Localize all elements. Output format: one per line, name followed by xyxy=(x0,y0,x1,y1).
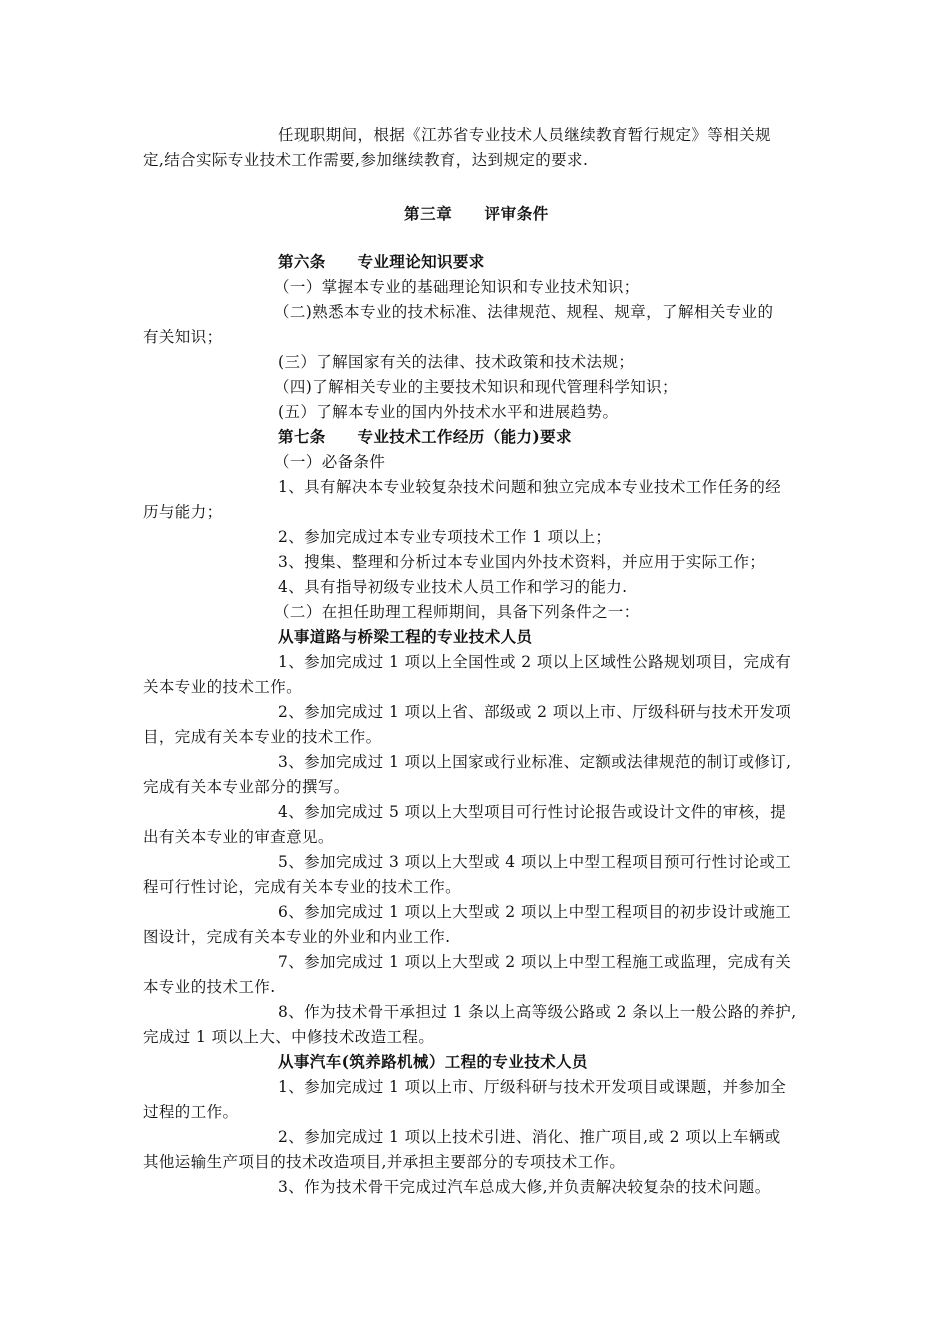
text-line: 有关知识； xyxy=(143,328,223,346)
text-line: （一）掌握本专业的基础理论知识和专业技术知识； xyxy=(274,278,640,296)
text-line: 过程的工作。 xyxy=(143,1103,239,1121)
chapter-title: 第三章 评审条件 xyxy=(404,204,549,223)
text-line: 图设计，完成有关本专业的外业和内业工作. xyxy=(143,928,451,946)
text-line: 完成过 1 项以上大、中修技术改造工程。 xyxy=(143,1028,435,1046)
text-line: 其他运输生产项目的技术改造项目,并承担主要部分的专项技术工作。 xyxy=(143,1153,626,1171)
section-heading: 从事道路与桥梁工程的专业技术人员 xyxy=(278,627,533,646)
text-line: 关本专业的技术工作。 xyxy=(143,678,303,696)
text-line: 2、参加完成过 1 项以上省、部级或 2 项以上市、厅级科研与技术开发项 xyxy=(278,703,792,721)
text-line: 2、参加完成过 1 项以上技术引进、消化、推广项目,或 2 项以上车辆或 xyxy=(278,1128,781,1146)
text-line: 5、参加完成过 3 项以上大型或 4 项以上中型工程项目预可行性讨论或工 xyxy=(278,853,792,871)
text-line: 8、作为技术骨干承担过 1 条以上高等级公路或 2 条以上一般公路的养护, xyxy=(278,1003,797,1021)
text-line: (三）了解国家有关的法律、技术政策和技术法规； xyxy=(278,353,635,371)
article-heading: 第七条 专业技术工作经历（能力)要求 xyxy=(278,427,572,446)
text-line: 3、参加完成过 1 项以上国家或行业标准、定额或法律规范的制订或修订, xyxy=(278,753,792,771)
article-heading: 第六条 专业理论知识要求 xyxy=(278,252,485,271)
text-line: 历与能力； xyxy=(143,503,223,521)
text-line: （二)熟悉本专业的技术标准、法律规范、规程、规章，了解相关专业的 xyxy=(274,303,774,321)
text-line: 出有关本专业的审查意见。 xyxy=(143,828,334,846)
text-line: 6、参加完成过 1 项以上大型或 2 项以上中型工程项目的初步设计或施工 xyxy=(278,903,792,921)
text-line: （四)了解相关专业的主要技术知识和现代管理科学知识； xyxy=(274,378,678,396)
text-line: 3、搜集、整理和分析过本专业国内外技术资料，并应用于实际工作； xyxy=(278,553,766,571)
text-line: 3、作为技术骨干完成过汽车总成大修,并负责解决较复杂的技术问题。 xyxy=(278,1178,771,1196)
text-line: 程可行性讨论，完成有关本专业的技术工作。 xyxy=(143,878,462,896)
text-line: (五）了解本专业的国内外技术水平和进展趋势。 xyxy=(278,403,619,421)
text-line: （一）必备条件 xyxy=(274,453,386,471)
text-line: 2、参加完成过本专业专项技术工作 1 项以上； xyxy=(278,528,612,546)
text-line: 定,结合实际专业技术工作需要,参加继续教育，达到规定的要求. xyxy=(143,151,589,169)
section-heading: 从事汽车(筑养路机械）工程的专业技术人员 xyxy=(278,1052,588,1071)
text-line: 1、参加完成过 1 项以上全国性或 2 项以上区域性公路规划项目，完成有 xyxy=(278,653,792,671)
text-line: 1、参加完成过 1 项以上市、厅级科研与技术开发项目或课题，并参加全 xyxy=(278,1078,787,1096)
text-line: （二）在担任助理工程师期间，具备下列条件之一： xyxy=(274,603,640,621)
text-line: 完成有关本专业部分的撰写。 xyxy=(143,778,350,796)
text-line: 1、具有解决本专业较复杂技术问题和独立完成本专业技术工作任务的经 xyxy=(278,478,782,496)
text-line: 本专业的技术工作. xyxy=(143,978,276,996)
text-line: 7、参加完成过 1 项以上大型或 2 项以上中型工程施工或监理，完成有关 xyxy=(278,953,792,971)
text-line: 4、具有指导初级专业技术人员工作和学习的能力. xyxy=(278,578,628,596)
text-line: 目，完成有关本专业的技术工作。 xyxy=(143,728,382,746)
text-line: 任现职期间，根据《江苏省专业技术人员继续教育暂行规定》等相关规 xyxy=(278,126,771,144)
text-line: 4、参加完成过 5 项以上大型项目可行性讨论报告或设计文件的审核，提 xyxy=(278,803,787,821)
